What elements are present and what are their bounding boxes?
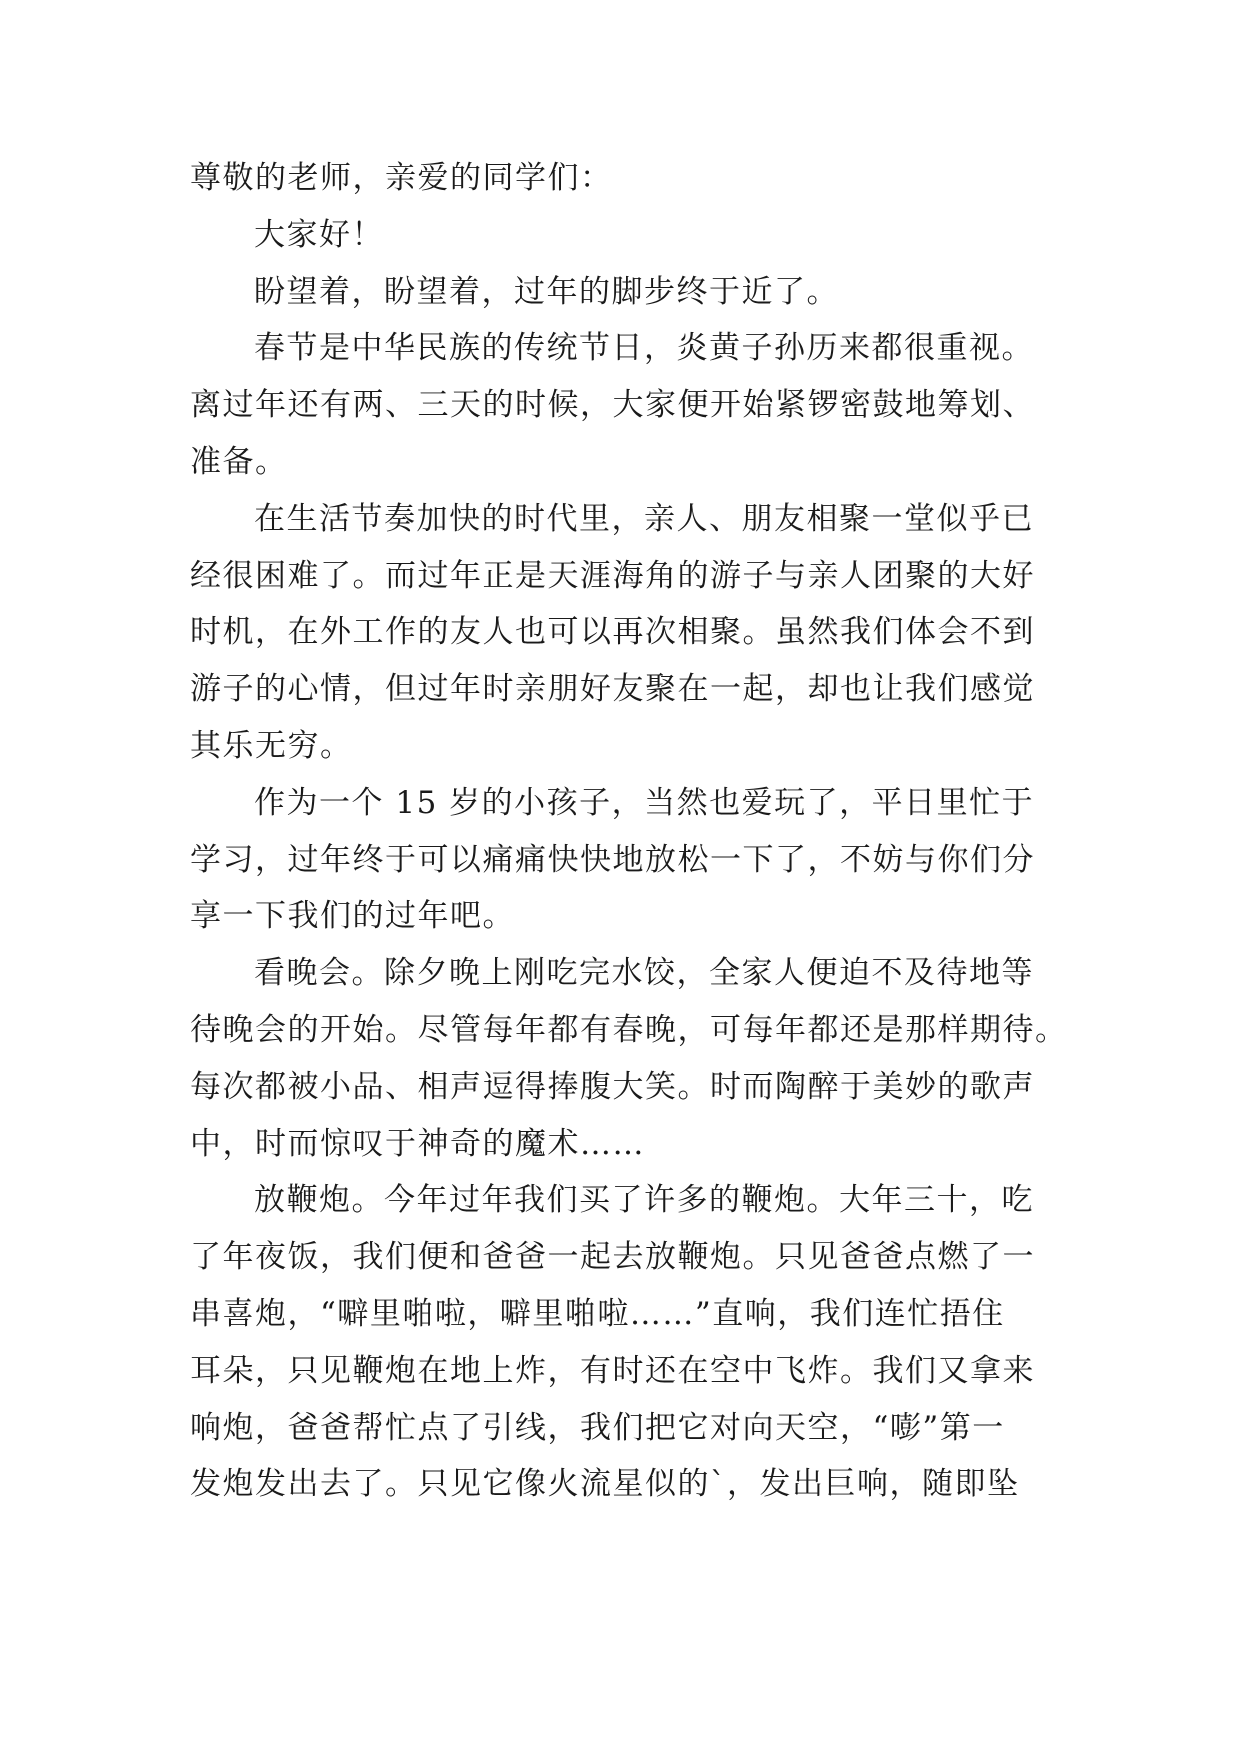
text-line: 串喜炮，“噼里啪啦，噼里啪啦……”直响，我们连忙捂住 <box>190 1295 1005 1332</box>
text-line: 大家好！ <box>254 216 384 253</box>
text-line: 时机，在外工作的友人也可以再次相聚。虽然我们体会不到 <box>190 614 1035 651</box>
text-line: 春节是中华民族的传统节日，炎黄子孙历来都很重视。 <box>254 330 1034 367</box>
text-line: 准备。 <box>190 443 288 480</box>
text-line: 作为一个 15 岁的小孩子，当然也爱玩了，平日里忙于 <box>254 784 1035 821</box>
document-body <box>190 150 1070 1513</box>
text-line: 其乐无穷。 <box>190 727 353 764</box>
text-line: 发炮发出去了。只见它像火流星似的`，发出巨响，随即坠 <box>190 1466 1020 1503</box>
text-line: 享一下我们的过年吧。 <box>190 898 515 935</box>
text-line: 看晚会。除夕晚上刚吃完水饺，全家人便迫不及待地等 <box>254 955 1034 992</box>
text-line: 每次都被小品、相声逗得捧腹大笑。时而陶醉于美妙的歌声 <box>190 1068 1035 1105</box>
text-line: 响炮，爸爸帮忙点了引线，我们把它对向天空，“嘭”第一 <box>190 1409 1005 1446</box>
text-line: 了年夜饭，我们便和爸爸一起去放鞭炮。只见爸爸点燃了一 <box>190 1239 1035 1276</box>
text-line: 耳朵，只见鞭炮在地上炸，有时还在空中飞炸。我们又拿来 <box>190 1352 1035 1389</box>
text-line: 离过年还有两、三天的时候，大家便开始紧锣密鼓地筹划、 <box>190 387 1035 424</box>
text-line: 盼望着，盼望着，过年的脚步终于近了。 <box>254 273 839 310</box>
text-line: 中，时而惊叹于神奇的魔术…… <box>190 1125 645 1162</box>
text-line: 尊敬的老师，亲爱的同学们： <box>190 160 613 196</box>
text-line: 游子的心情，但过年时亲朋好友聚在一起，却也让我们感觉 <box>190 671 1035 708</box>
text-line: 经很困难了。而过年正是天涯海角的游子与亲人团聚的大好 <box>190 557 1035 594</box>
text-line: 在生活节奏加快的时代里，亲人、朋友相聚一堂似乎已 <box>254 500 1034 537</box>
text-line: 待晚会的开始。尽管每年都有春晚，可每年都还是那样期待。 <box>190 1011 1068 1048</box>
text-line: 放鞭炮。今年过年我们买了许多的鞭炮。大年三十，吃 <box>254 1182 1034 1219</box>
text-line: 学习，过年终于可以痛痛快快地放松一下了，不妨与你们分 <box>190 841 1035 878</box>
